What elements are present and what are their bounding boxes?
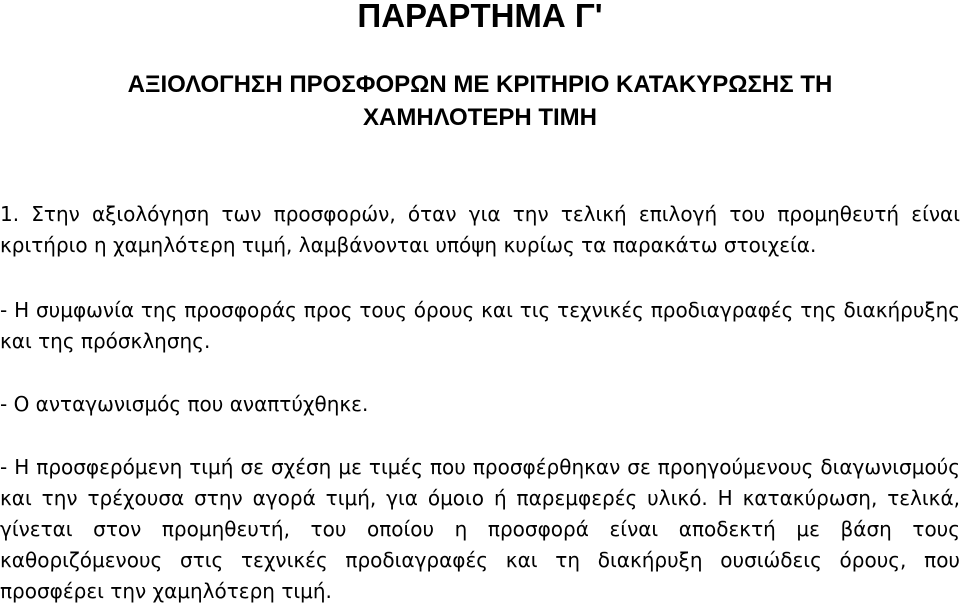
subtitle-line-1: ΑΞΙΟΛΟΓΗΣΗ ΠΡΟΣΦΟΡΩΝ ΜΕ ΚΡΙΤΗΡΙΟ ΚΑΤΑΚΥΡΩΣΗΣ ΤΗ: [127, 71, 833, 98]
paragraph-criterion-conformity: - Η συμφωνία της προσφοράς προς τους όρους και τις τεχνικές προδιαγραφές της διακήρυξης και της πρόσκλησης.: [0, 298, 960, 353]
paragraph-criterion-price: - Η προσφερόμενη τιμή σε σχέση με τιμές που προσφέρθηκαν σε προηγούμενους διαγωνισμούς και την τρέχουσα στην αγορά τιμή, για όμοιο ή παρεμφερές υλικό. Η κατακύρωση, τελικά, γίνεται στον προμηθευτή, του οποίου η προσφορά είναι αποδεκτή με βάση τους καθοριζόμενους στις τεχνικές προδιαγραφές και τη διακήρυξη ουσιώδεις όρους, που προσφέρει την χαμηλότερη τιμή.: [0, 455, 960, 603]
subtitle-line-2: ΧΑΜΗΛΟΤΕΡΗ ΤΙΜΗ: [362, 104, 598, 131]
document-subtitle: [30, 68, 930, 134]
paragraph-criterion-competition: - Ο ανταγωνισμός που αναπτύχθηκε.: [0, 392, 369, 416]
page-title: ΠΑΡΑΡΤΗΜΑ Γ': [357, 0, 603, 34]
paragraph-intro: 1. Στην αξιολόγηση των προσφορών, όταν για την τελική επιλογή του προμηθευτή είναι κριτήριο η χαμηλότερη τιμή, λαμβάνονται υπόψη κυρίως τα παρακάτω στοιχεία.: [0, 202, 960, 257]
